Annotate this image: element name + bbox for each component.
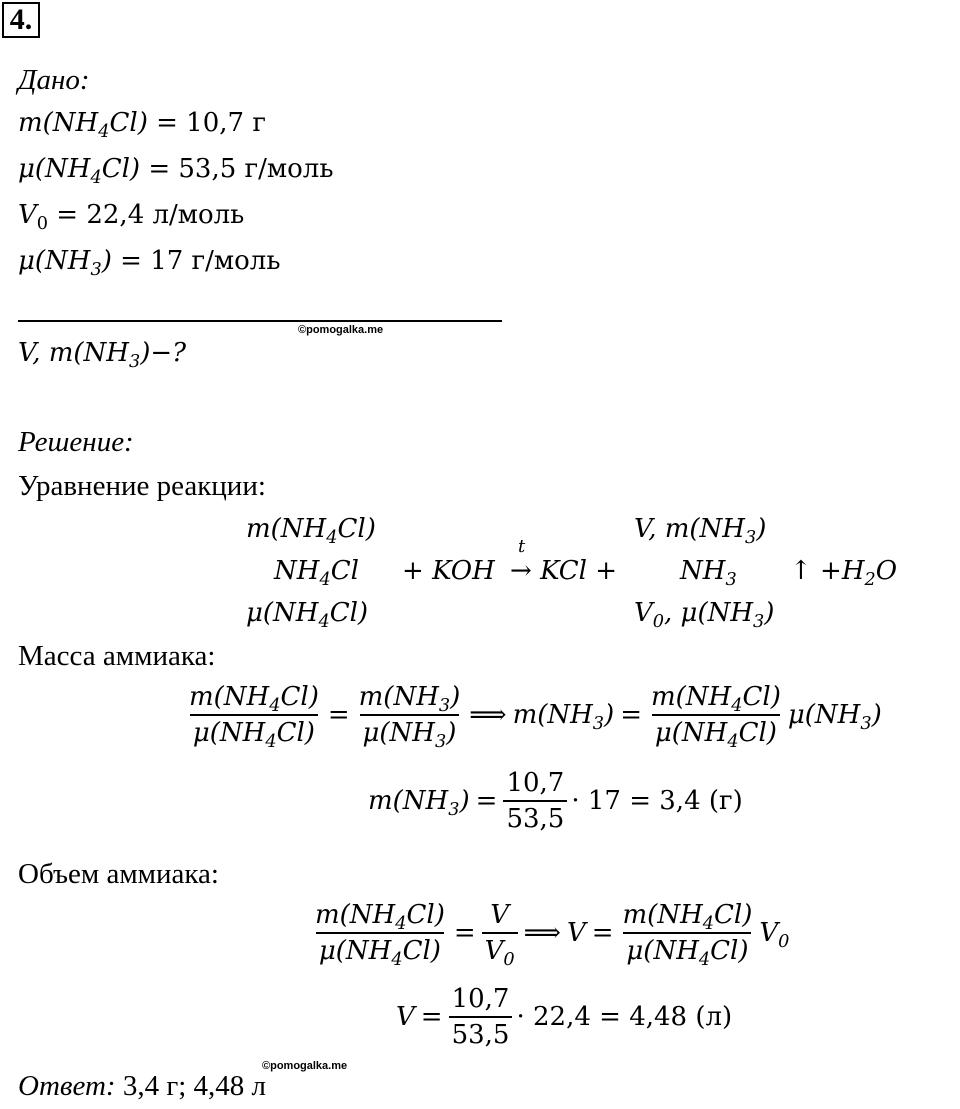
reaction-top-left: $m(NH_4Cl)$	[246, 514, 376, 549]
reaction-top-right: V, $m(NH_3)$	[634, 514, 767, 549]
reaction-bottom-left: $\mu(NH_4Cl)$	[246, 598, 369, 633]
find-line: V, $m(NH_3)-$?	[18, 338, 187, 373]
reaction-reactant: $NH_4Cl$	[274, 556, 359, 591]
reaction-bottom-right: $V_0$, $\mu(NH_3)$	[634, 598, 775, 633]
given-line-4: $\mu(NH_3) = 17$ г/моль	[18, 246, 281, 281]
reaction-product: $NH_3$	[680, 556, 737, 591]
mass-calculation: $m(NH_3)$ = $\frac{10,7}{53,5}$ · 17 = 3,4 (г)	[368, 768, 743, 834]
volume-proportion: $\frac{m(NH_4Cl)}{\mu(NH_4Cl)}$ = $\frac{V}{V_0}$ ⟹ V = $\frac{m(NH_4Cl)}{\mu(NH_4Cl)}$ $V_0$	[315, 900, 790, 971]
watermark-bottom: ©pomogalka.me	[262, 1060, 348, 1072]
answer-label: Ответ:	[18, 1070, 116, 1102]
problem-number: 4.	[2, 2, 40, 38]
solution-heading: Решение:	[18, 426, 134, 458]
answer-line	[18, 1070, 266, 1103]
given-line-1: $m(NH_4Cl) = 10,7$ г	[18, 108, 266, 143]
reaction-arrow: → KCl +	[510, 556, 618, 586]
answer-value: 3,4 г; 4,48 л	[115, 1070, 267, 1102]
mass-proportion: $\frac{m(NH_4Cl)}{\mu(NH_4Cl)}$ = $\frac{m(NH_3)}{\mu(NH_3)}$ ⟹ $m(NH_3)$ = $\frac{m(NH_4Cl)}{\mu(NH_4Cl)}$ $\mu(NH_3)$	[189, 682, 882, 753]
reaction-label: Уравнение реакции:	[18, 470, 266, 502]
volume-calculation: V = $\frac{10,7}{53,5}$ · 22,4 = 4,48 (л)	[396, 984, 733, 1050]
volume-label: Объем аммиака:	[18, 858, 219, 890]
given-line-3: $V_0 = 22,4$ л/моль	[18, 200, 245, 235]
given-line-2: $\mu(NH_4Cl) = 53,5$ г/моль	[18, 154, 334, 189]
reaction-tail: ↑ $+H_2O$	[790, 556, 898, 591]
reaction-middle: + KOH	[402, 556, 495, 586]
reaction-temperature: t	[518, 536, 526, 557]
watermark-top: ©pomogalka.me	[298, 324, 384, 336]
mass-label: Масса аммиака:	[18, 640, 216, 672]
given-divider	[18, 320, 502, 322]
given-heading: Дано:	[18, 64, 90, 96]
